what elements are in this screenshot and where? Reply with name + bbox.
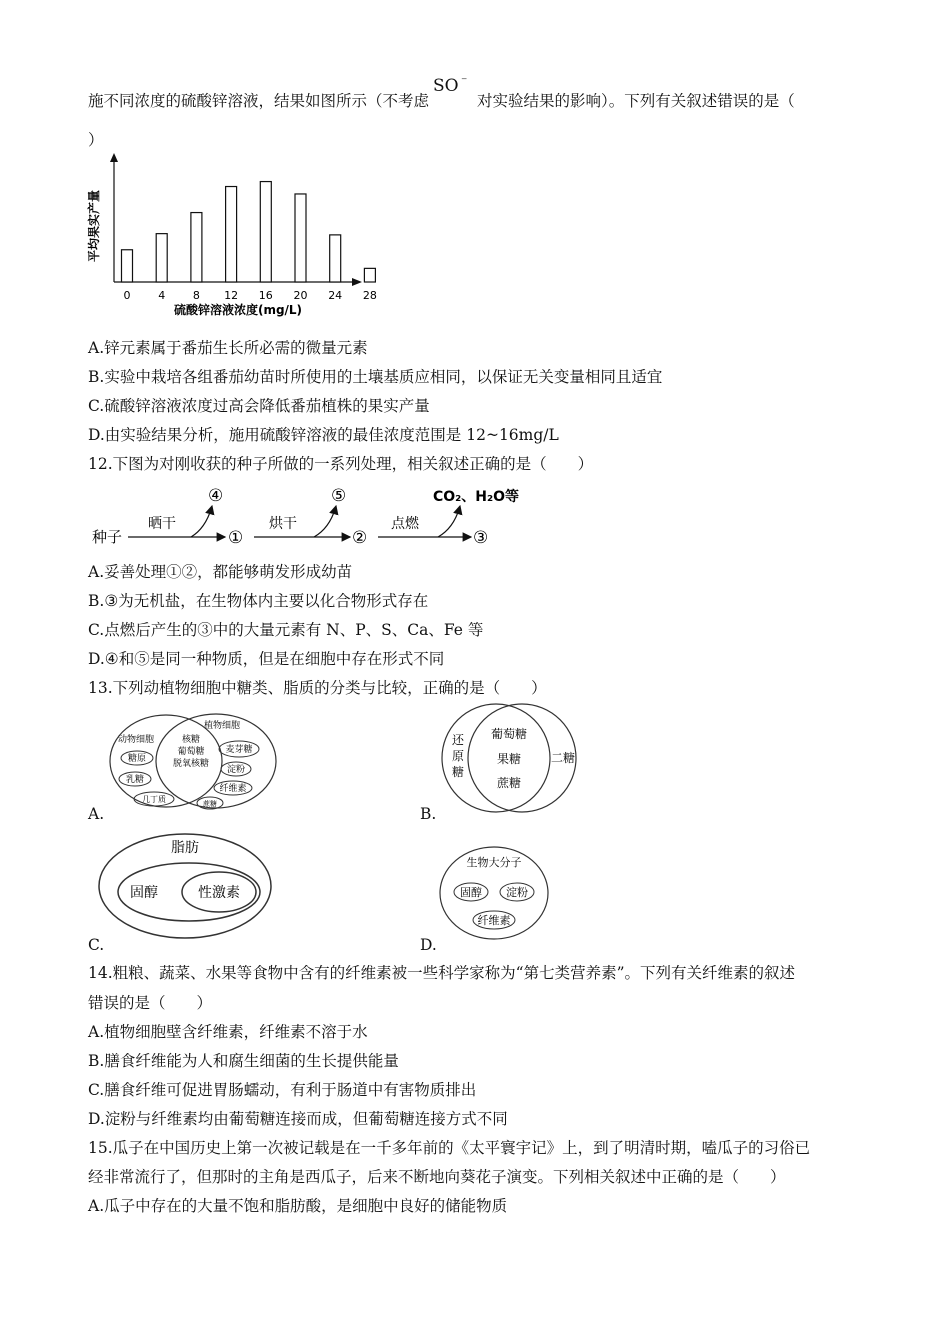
yield-bar-chart [80, 150, 380, 320]
fa-shared3: 脱氧核糖 [172, 759, 210, 769]
fa-cellulose: 纤维素 [219, 784, 247, 794]
q11-option-d: D.由实验结果分析，施用硫酸锌溶液的最佳浓度范围是 12~16mg/L [88, 426, 559, 444]
q13-label-c: C. [88, 936, 105, 954]
branch-2 [314, 506, 336, 537]
fa-lactose: 乳糖 [125, 775, 145, 785]
fd-b: 淀粉 [506, 886, 528, 899]
fb-mid2: 果糖 [496, 752, 522, 766]
fa-glycogen: 糖原 [127, 754, 147, 764]
q11-stem-line1 [88, 74, 795, 111]
output-gases: CO₂、H₂O等 [433, 489, 520, 505]
seed-label: 种子 [92, 528, 123, 546]
figure-a-venn [104, 709, 279, 813]
bar-20 [295, 194, 306, 282]
bar-4 [156, 234, 167, 282]
q12-option-b: B.③为无机盐，在生物体内主要以化合物形式存在 [88, 592, 429, 610]
x-tick-24: 24 [328, 289, 343, 302]
q11-option-b: B.实验中栽培各组番茄幼苗时所使用的土壤基质应相同，以保证无关变量相同且适宜 [88, 368, 663, 386]
fa-maltose: 麦芽糖 [225, 745, 253, 755]
fb-left2: 原 [451, 749, 465, 763]
q12-option-c: C.点燃后产生的③中的大量元素有 N、P、S、Ca、Fe 等 [88, 621, 484, 639]
q13-label-d: D. [420, 936, 437, 954]
q12-option-d: D.④和⑤是同一种物质，但是在细胞中存在形式不同 [88, 650, 445, 668]
so-superscript: ⁻ [461, 74, 468, 88]
fb-left3: 糖 [451, 765, 465, 779]
branch-1 [191, 506, 212, 537]
y-axis-label: 平均果实产量 [87, 189, 101, 262]
x-axis-arrow [352, 278, 362, 286]
x-tick-16: 16 [258, 289, 273, 302]
q13-label-a: A. [88, 805, 105, 823]
bar-16 [260, 182, 271, 282]
fa-chitin: 几丁质 [142, 795, 166, 804]
bar-28 [364, 268, 375, 282]
x-tick-28: 28 [362, 289, 377, 302]
output-5: ⑤ [331, 486, 347, 506]
x-axis-label: 硫酸锌溶液浓度(mg/L) [173, 303, 303, 317]
bar-0 [122, 250, 133, 282]
figure-b-venn [434, 702, 584, 816]
fb-right: 二糖 [550, 751, 576, 765]
x-tick-20: 20 [293, 289, 308, 302]
result-2: ② [352, 528, 368, 548]
q11-option-c: C.硫酸锌溶液浓度过高会降低番茄植株的果实产量 [88, 397, 430, 415]
fa-shared2: 葡萄糖 [177, 747, 205, 757]
step-dry-oven: 烘干 [269, 516, 297, 532]
fc-outer: 脂肪 [171, 840, 199, 856]
result-1: ① [228, 528, 244, 548]
bar-8 [191, 213, 202, 282]
q13-stem: 13.下列动植物细胞中糖类、脂质的分类与比较，正确的是（ ） [88, 679, 547, 697]
so-label: SO [433, 76, 459, 96]
fd-c: 纤维素 [477, 914, 511, 927]
q15-option-a: A.瓜子中存在的大量不饱和脂肪酸，是细胞中良好的储能物质 [88, 1197, 508, 1215]
q12-stem: 12.下图为对刚收获的种子所做的一系列处理，相关叙述正确的是（ ） [88, 455, 594, 473]
seed-processing-diagram [88, 484, 528, 552]
q15-stem-line2: 经非常流行了，但那时的主角是西瓜子，后来不断地向葵花子演变。下列相关叙述中正确的是（ ） [88, 1168, 786, 1186]
so4-formula [429, 74, 477, 111]
figure-d-circle [438, 843, 554, 943]
q12-option-a: A.妥善处理①②，都能够萌发形成幼苗 [88, 563, 353, 581]
q14-stem-line1: 14.粗粮、蔬菜、水果等食物中含有的纤维素被一些科学家称为“第七类营养素”。下列有关纤维素的叙述 [88, 964, 796, 982]
result-3: ③ [473, 528, 489, 548]
step-ignite: 点燃 [391, 516, 419, 532]
q11-stem-after: 对实验结果的影响）。下列有关叙述错误的是（ [477, 92, 795, 110]
fc-inner1: 固醇 [130, 885, 158, 901]
fa-animal: 动物细胞 [118, 735, 155, 745]
q11-stem-before: 施不同浓度的硫酸锌溶液，结果如图所示（不考虑 [88, 92, 430, 110]
fb-left1: 还 [451, 733, 465, 747]
x-tick-0: 0 [123, 289, 131, 302]
x-tick-4: 4 [158, 289, 166, 302]
step-dry-sun: 晒干 [148, 516, 176, 532]
x-tick-8: 8 [192, 289, 200, 302]
fa-plant: 植物细胞 [204, 721, 241, 731]
q14-option-a: A.植物细胞壁含纤维素，纤维素不溶于水 [88, 1023, 368, 1041]
fa-starch: 淀粉 [226, 765, 246, 775]
q14-option-c: C.膳食纤维可促进胃肠蠕动，有利于肠道中有害物质排出 [88, 1081, 477, 1099]
q11-stem-close: ） [88, 131, 104, 149]
fa-sucrose: 蔗糖 [203, 800, 217, 808]
x-tick-12: 12 [224, 289, 239, 302]
fd-title: 生物大分子 [466, 856, 522, 869]
bar-24 [330, 235, 341, 282]
fa-shared1: 核糖 [181, 735, 201, 745]
q15-stem-line1: 15.瓜子在中国历史上第一次被记载是在一千多年前的《太平寰宇记》上，到了明清时期，嗑瓜子的习俗已 [88, 1139, 811, 1157]
output-4: ④ [208, 486, 224, 506]
fb-mid1: 葡萄糖 [490, 727, 528, 741]
q13-label-b: B. [420, 805, 437, 823]
q11-option-a: A.锌元素属于番茄生长所必需的微量元素 [88, 339, 368, 357]
fb-mid3: 蔗糖 [496, 776, 522, 790]
fd-a: 固醇 [460, 886, 482, 899]
q14-stem-line2: 错误的是（ ） [88, 994, 213, 1012]
branch-3 [438, 506, 460, 537]
figure-c-nested [96, 830, 286, 942]
q14-option-d: D.淀粉与纤维素均由葡萄糖连接而成，但葡萄糖连接方式不同 [88, 1110, 508, 1128]
y-axis-arrow [110, 153, 118, 162]
bar-12 [226, 187, 237, 282]
q14-option-b: B.膳食纤维能为人和腐生细菌的生长提供能量 [88, 1052, 399, 1070]
fc-inner2: 性激素 [198, 885, 240, 901]
